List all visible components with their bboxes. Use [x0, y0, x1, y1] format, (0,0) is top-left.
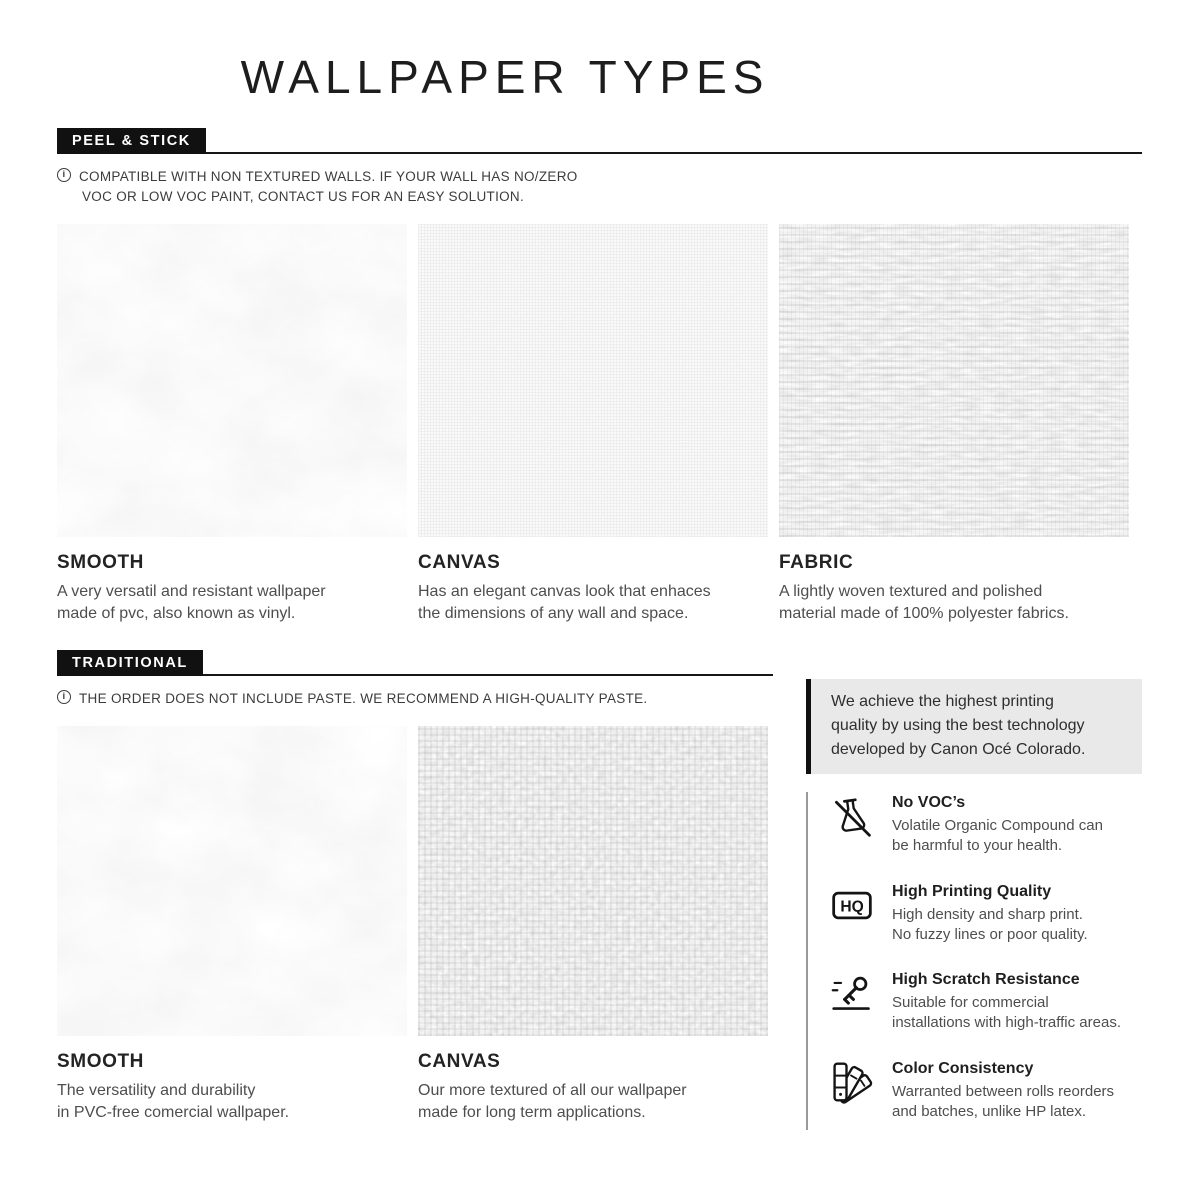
color-swatchbook-icon: [830, 1060, 874, 1104]
feature-description: Volatile Organic Compound can be harmful to your health.: [892, 817, 1103, 855]
note-line: VOC OR LOW VOC PAINT, CONTACT US FOR AN EASY SOLUTION.: [82, 188, 525, 204]
traditional-badge: TRADITIONAL: [57, 650, 203, 676]
swatch-canvas-peel: [418, 224, 768, 537]
feature-description: Warranted between rolls reorders and batches, unlike HP latex.: [892, 1082, 1115, 1120]
swatch-canvas-traditional: [418, 726, 768, 1036]
swatch-smooth-peel: [57, 224, 407, 537]
note-line: COMPATIBLE WITH NON TEXTURED WALLS. IF YOUR WALL HAS NO/ZERO: [79, 169, 578, 184]
section-traditional: [57, 650, 773, 1123]
feature-title: High Printing Quality: [892, 882, 1052, 900]
quality-note-text: We achieve the highest printing quality by using the best technology developed by Canon Océ Colorado.: [811, 679, 1142, 774]
swatch-description: A very versatil and resistant wallpaper made of pvc, also known as vinyl.: [57, 582, 326, 622]
swatch-row-peel: [57, 224, 1142, 624]
swatch-label: SMOOTH: [57, 1050, 144, 1072]
section-header: [57, 650, 773, 676]
note-line: THE ORDER DOES NOT INCLUDE PASTE. WE RECOMMEND A HIGH-QUALITY PASTE.: [79, 691, 648, 706]
paste-note: [57, 689, 773, 709]
svg-text:HQ: HQ: [840, 897, 864, 915]
swatch-description: The versatility and durability in PVC-free comercial wallpaper.: [57, 1081, 290, 1121]
swatch-label: FABRIC: [779, 551, 854, 573]
swatch-col-fabric: [779, 224, 1129, 624]
section-peel-and-stick: [57, 128, 1142, 624]
section-header: [57, 128, 1142, 154]
page-title: WALLPAPER TYPES: [240, 51, 770, 103]
feature-title: Color Consistency: [892, 1059, 1034, 1077]
swatch-col-smooth: [57, 726, 407, 1123]
feature-title: No VOC’s: [892, 794, 966, 811]
feature-color-consistency: [830, 1060, 1142, 1123]
swatch-label: CANVAS: [418, 1050, 501, 1072]
quality-note-box: [806, 679, 1142, 774]
info-icon: i: [57, 168, 71, 182]
feature-scratch-resistance: [830, 971, 1142, 1034]
swatch-description: Our more textured of all our wallpaper made for long term applications.: [418, 1081, 687, 1121]
section-rule: [57, 152, 1142, 154]
hq-badge-icon: [830, 883, 874, 927]
swatch-col-smooth: [57, 224, 407, 624]
swatch-label: SMOOTH: [57, 551, 144, 573]
printing-quality-sidebar: [806, 679, 1142, 1130]
feature-no-voc: [830, 794, 1142, 857]
swatch-label: CANVAS: [418, 551, 501, 573]
swatch-smooth-traditional: [57, 726, 407, 1036]
peel-and-stick-badge: PEEL & STICK: [57, 128, 206, 154]
compatibility-note: [57, 167, 1142, 207]
swatch-description: Has an elegant canvas look that enhaces the dimensions of any wall and space.: [418, 582, 711, 622]
info-icon: i: [57, 690, 71, 704]
swatch-description: A lightly woven textured and polished material made of 100% polyester fabrics.: [779, 582, 1069, 622]
no-voc-flask-icon: [830, 794, 874, 838]
swatch-fabric-peel: [779, 224, 1129, 537]
feature-title: High Scratch Resistance: [892, 971, 1080, 988]
swatch-col-canvas: [418, 224, 768, 624]
key-scratch-icon: [830, 971, 874, 1015]
feature-description: High density and sharp print. No fuzzy lines or poor quality.: [892, 905, 1088, 943]
feature-description: Suitable for commercial installations with high-traffic areas.: [892, 994, 1121, 1032]
swatch-col-canvas: [418, 726, 768, 1123]
feature-list: [806, 792, 1142, 1130]
swatch-row-traditional: [57, 726, 773, 1123]
feature-high-printing-quality: [830, 883, 1142, 946]
